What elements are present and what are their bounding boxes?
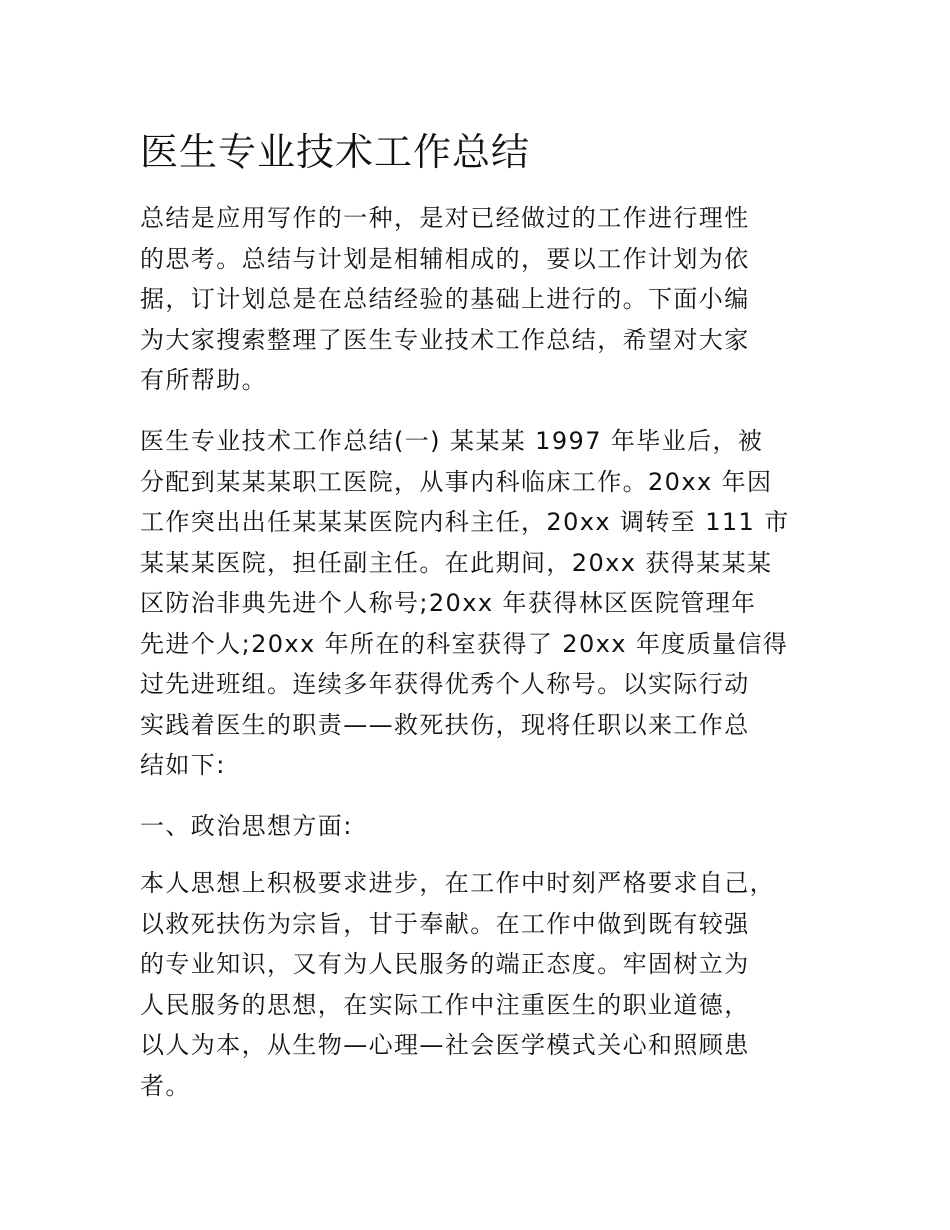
paragraph-line: 的专业知识，又有为人民服务的端正态度。牢固树立为: [140, 950, 750, 978]
paragraph-line: 本人思想上积极要求进步，在工作中时刻严格要求自己，: [140, 869, 775, 897]
paragraph-line: 的思考。总结与计划是相辅相成的，要以工作计划为依: [140, 244, 750, 273]
paragraph-line: 某某某医院，担任副主任。在此期间，20xx 获得某某某: [140, 548, 773, 577]
paragraph-line: 工作突出出任某某某医院内科主任，20xx 调转至 111 市: [140, 508, 790, 536]
paragraph-line: 以救死扶伤为宗旨，甘于奉献。在工作中做到既有较强: [140, 909, 750, 938]
paragraph-line: 过先进班组。连续多年获得优秀个人称号。以实际行动: [140, 670, 750, 698]
paragraph-line: 以人为本，从生物—心理—社会医学模式关心和照顾患: [140, 1031, 750, 1059]
paragraph-line: 一、政治思想方面:: [140, 812, 353, 840]
paragraph-line: 医生专业技术工作总结(一) 某某某 1997 年毕业后，被: [140, 427, 764, 455]
paragraph-line: 据，订计划总是在总结经验的基础上进行的。下面小编: [140, 285, 750, 313]
paragraph-line: 者。: [140, 1071, 191, 1100]
paragraph-line: 为大家搜索整理了医生专业技术工作总结，希望对大家: [140, 325, 750, 354]
summary-one-paragraph: [140, 421, 790, 786]
paragraph-line: 结如下:: [140, 751, 226, 779]
section-heading-political: [140, 806, 353, 847]
intro-paragraph: [140, 198, 750, 401]
political-thought-paragraph: [140, 863, 775, 1106]
paragraph-line: 区防治非典先进个人称号;20xx 年获得林区医院管理年: [140, 589, 757, 617]
paragraph-line: 总结是应用写作的一种，是对已经做过的工作进行理性: [140, 204, 750, 232]
paragraph-line: 人民服务的思想，在实际工作中注重医生的职业道德，: [140, 990, 750, 1019]
paragraph-line: 分配到某某某职工医院，从事内科临床工作。20xx 年因: [140, 467, 773, 496]
paragraph-line: 先进个人;20xx 年所在的科室获得了 20xx 年度质量信得: [140, 629, 789, 658]
paragraph-line: 有所帮助。: [140, 366, 267, 394]
paragraph-line: 实践着医生的职责——救死扶伤，现将任职以来工作总: [140, 710, 750, 739]
document-title: 医生专业技术工作总结: [140, 130, 531, 174]
